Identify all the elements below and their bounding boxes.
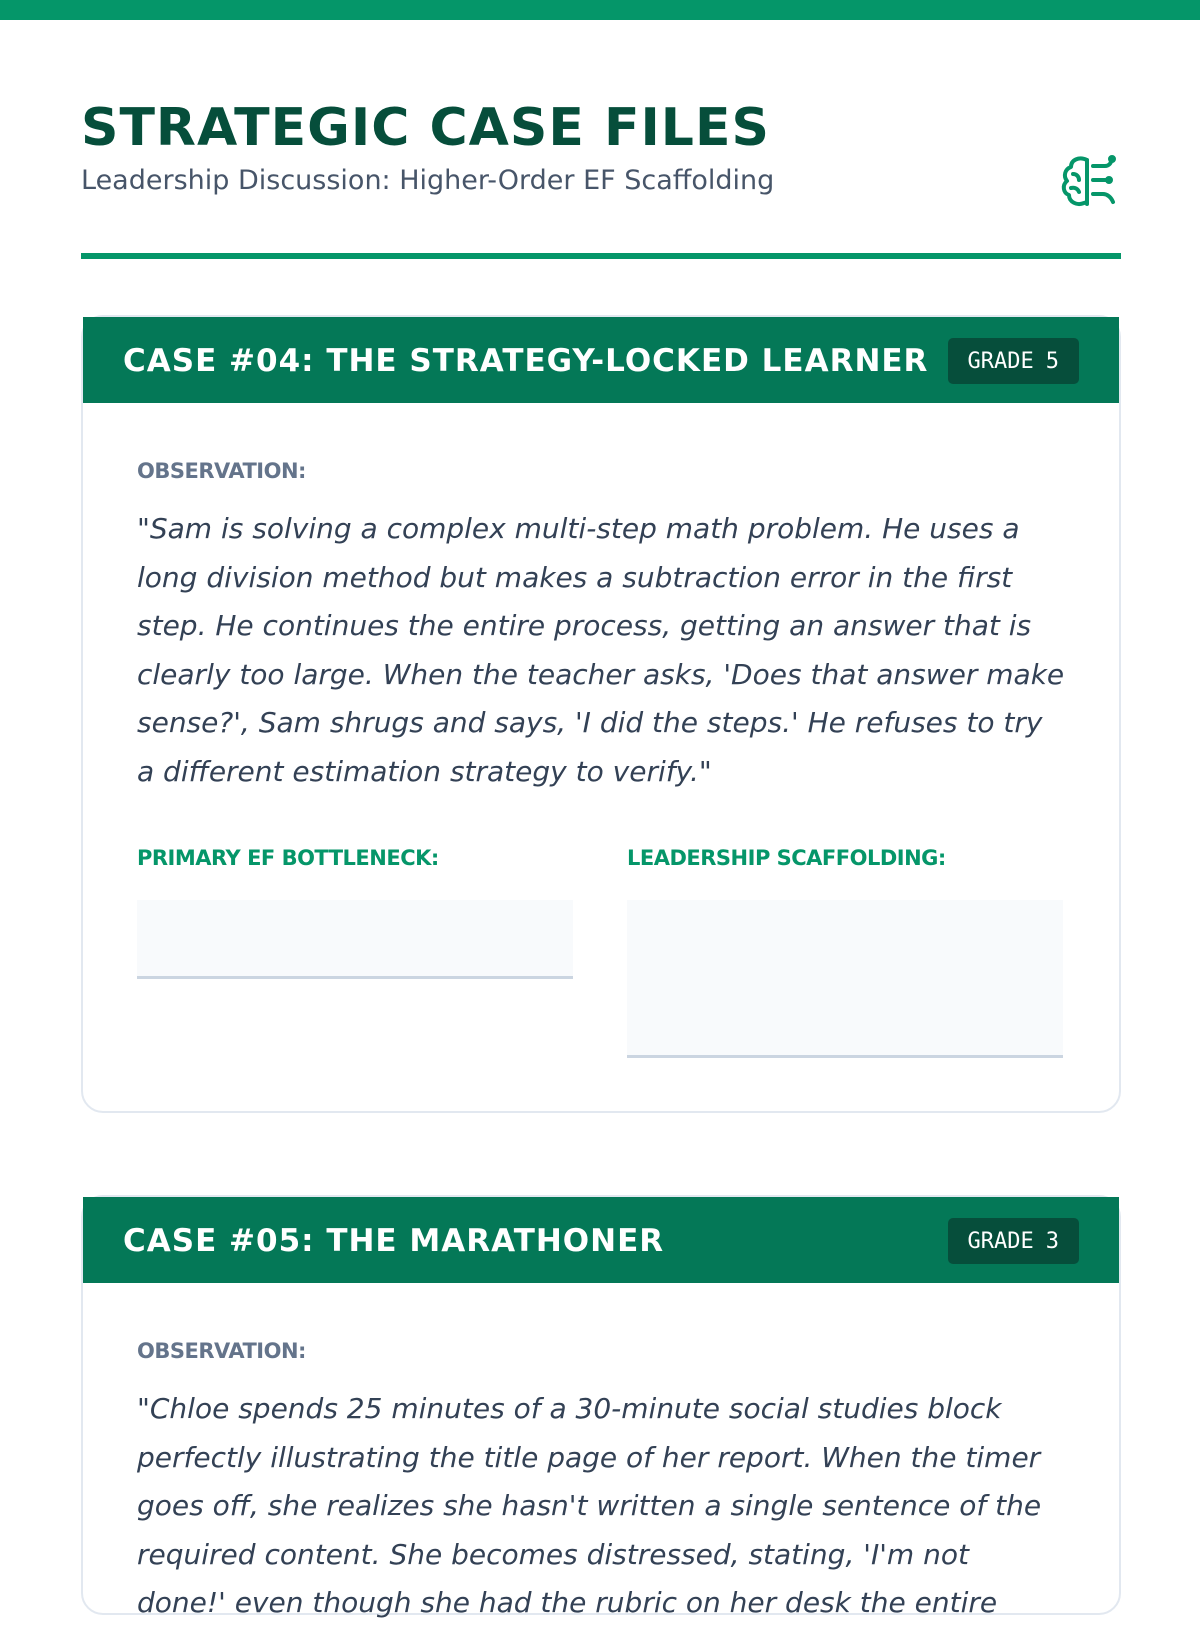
scaffolding-label: LEADERSHIP SCAFFOLDING: [627,846,946,870]
scaffolding-input[interactable] [627,900,1063,1058]
case-body [83,403,1119,1058]
case-header [83,1197,1119,1283]
grade-badge [948,1218,1079,1264]
brain-icon [1057,150,1121,214]
page-title: STRATEGIC CASE FILES [81,98,770,158]
page-subtitle: Leadership Discussion: Higher-Order EF Scaffolding [81,165,775,197]
scaffolding-column [627,846,1063,1058]
grade-value: 5 [1045,348,1059,374]
observation-label: OBSERVATION: [137,1339,306,1363]
grade-label: GRADE [967,348,1034,374]
response-grid [137,846,1065,1058]
observation-text: "Sam is solving a complex multi-step math problem. He uses a long division method but makes a subtraction error in the first step. He continues the entire process, getting an answer that is clearly too large. When the teacher asks, 'Does that answer make sense?', Sam shrugs and says, 'I did the steps.' He refuses to try a different estimation strategy to verify." [137,512,1065,788]
case-header [83,317,1119,403]
case-card-04 [81,315,1121,1113]
header-divider [81,253,1121,259]
case-title: CASE #05: THE MARATHONER [123,1223,665,1259]
case-card-05 [81,1195,1121,1619]
observation-label: OBSERVATION: [137,459,306,483]
top-accent-bar [0,0,1200,20]
observation-text: "Chloe spends 25 minutes of a 30-minute social studies block perfectly illustrating the title page of her report. When the timer goes off, she realizes she hasn't written a single sentence of the required content. She becomes distressed, stating, 'I'm not done!' even though she had the rubric on her desk the entire [137,1392,1042,1619]
bottleneck-input[interactable] [137,900,573,979]
page-header [81,100,1121,260]
case-title: CASE #04: THE STRATEGY-LOCKED LEARNER [123,343,929,379]
case-body [83,1283,1119,1628]
grade-badge [948,338,1079,384]
grade-value: 3 [1045,1228,1059,1254]
bottleneck-label: PRIMARY EF BOTTLENECK: [137,846,439,870]
bottleneck-column [137,846,573,1058]
grade-label: GRADE [967,1228,1034,1254]
